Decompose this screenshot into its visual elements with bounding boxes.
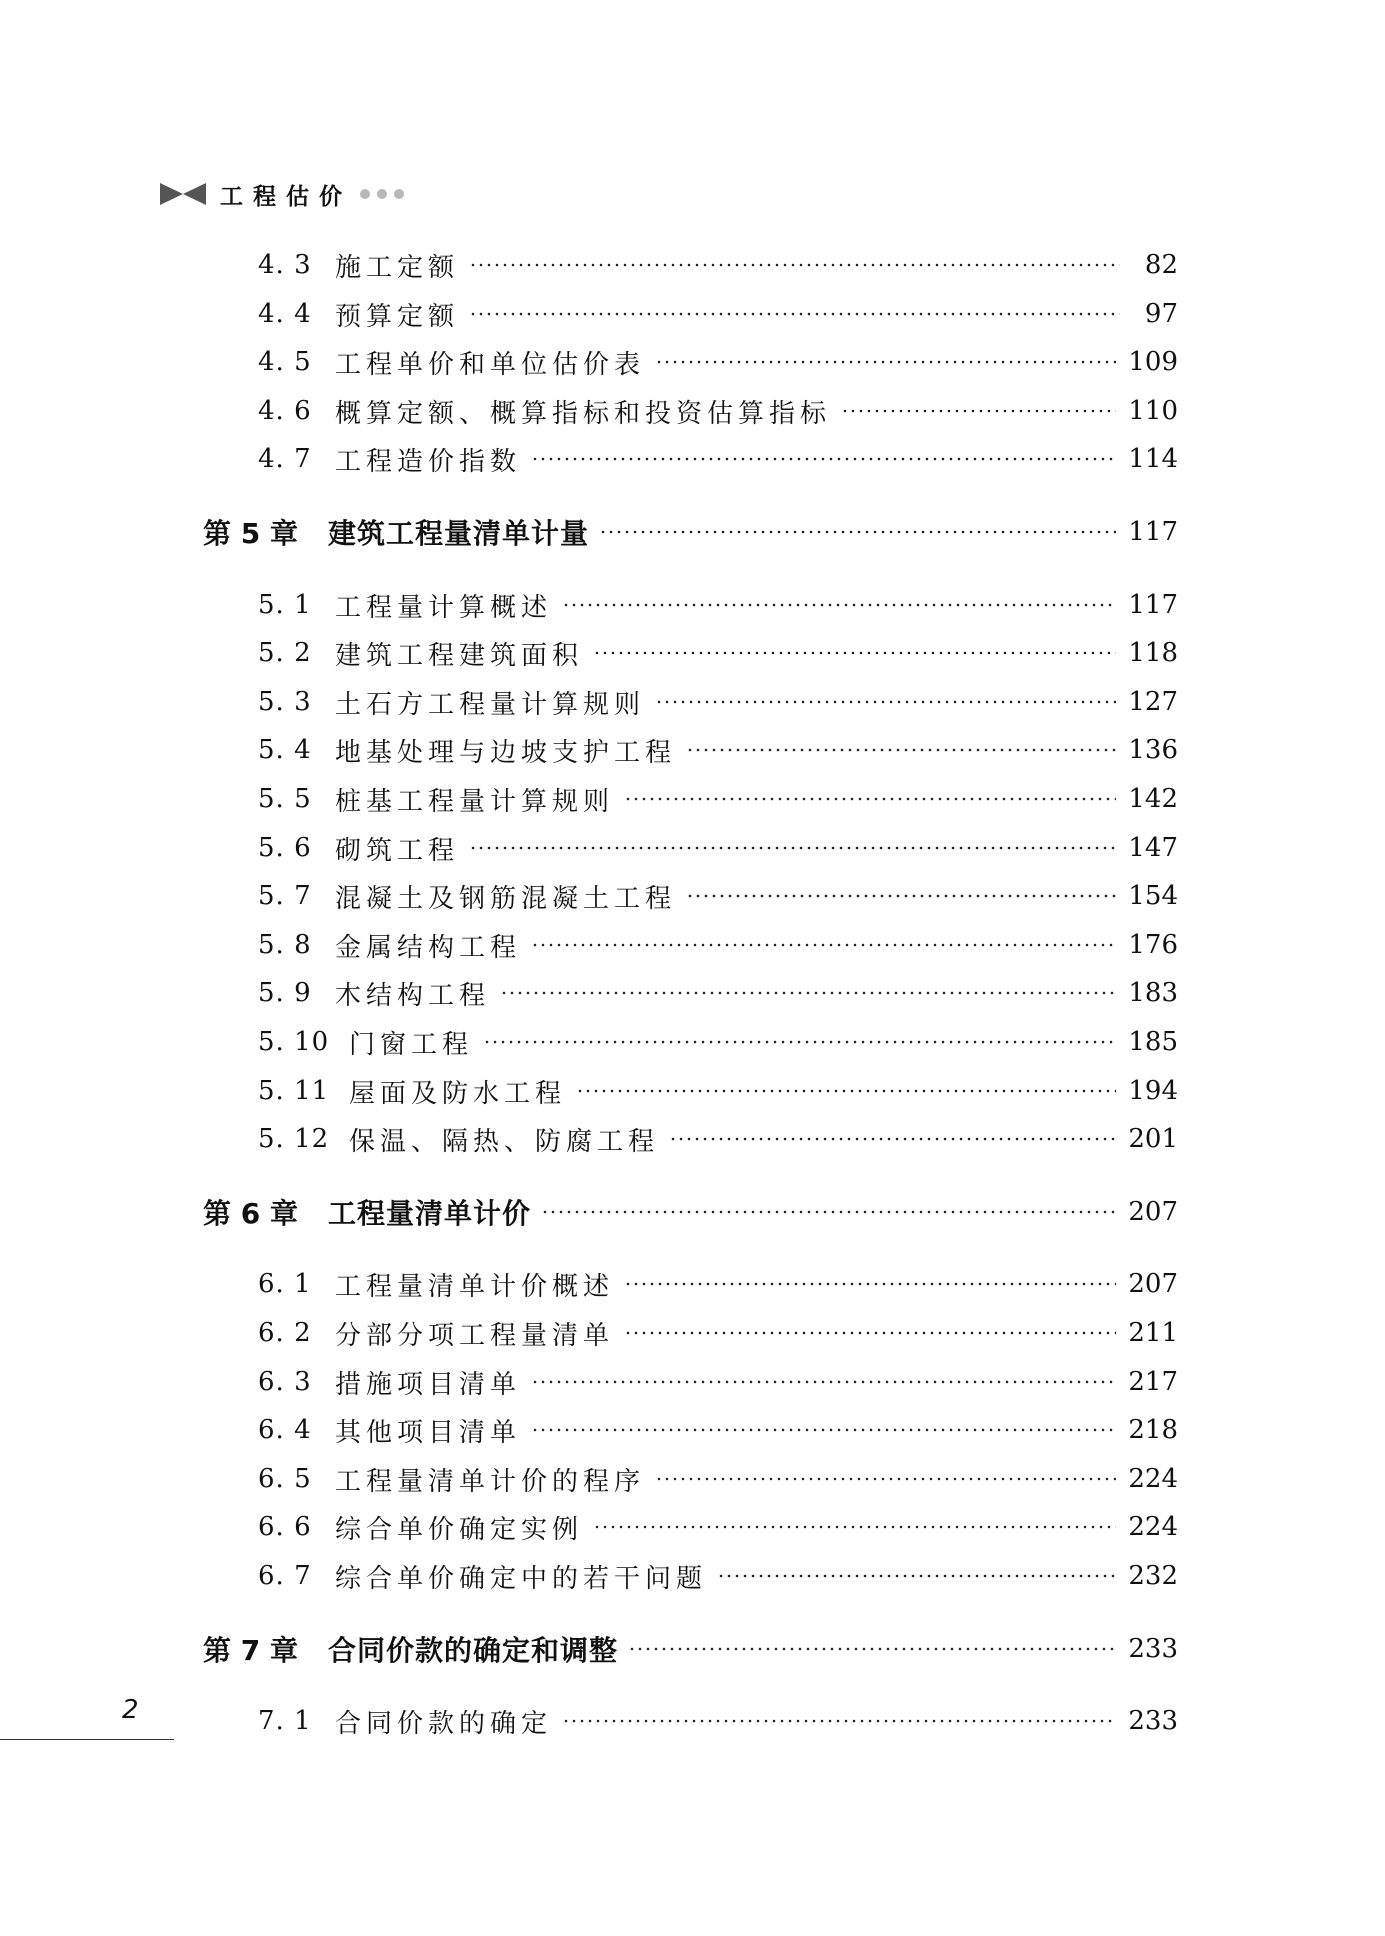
toc-section-row[interactable] <box>258 1119 1178 1159</box>
toc-entry-number: 6. 2 <box>258 1318 312 1348</box>
toc-entry-number: 4. 3 <box>258 250 312 280</box>
toc-entry-page: 82 <box>1144 250 1178 280</box>
toc-entry-number: 4. 4 <box>258 299 312 329</box>
toc-entry-page: 211 <box>1128 1318 1178 1348</box>
toc-entry-page: 207 <box>1128 1269 1178 1299</box>
toc-entry-title: 措施项目清单 <box>335 1369 522 1400</box>
toc-entry-title: 建筑工程量清单计量 <box>328 517 590 550</box>
toc-entry-title: 合同价款的确定 <box>335 1708 553 1739</box>
dot-leader <box>531 1379 1116 1385</box>
toc-entry-title: 工程量清单计价 <box>328 1197 532 1230</box>
toc-entry-number: 第 6 章 <box>203 1197 298 1230</box>
toc-entry-number: 6. 3 <box>258 1367 312 1397</box>
toc-entry-number: 5. 2 <box>258 638 312 668</box>
toc-entry-title: 综合单价确定中的若干问题 <box>335 1563 708 1594</box>
toc-entry-number: 5. 6 <box>258 833 312 863</box>
toc-section-row[interactable] <box>258 1264 1178 1304</box>
toc-entry-title: 地基处理与边坡支护工程 <box>335 737 677 768</box>
toc-entry-number: 5. 4 <box>258 735 312 765</box>
toc-entry-title: 预算定额 <box>335 301 460 332</box>
toc-entry-page: 114 <box>1128 444 1178 474</box>
toc-entry-number: 5. 3 <box>258 687 312 717</box>
dot-leader <box>624 1330 1116 1336</box>
toc-entry-number: 6. 1 <box>258 1269 312 1299</box>
toc-entry-title: 其他项目清单 <box>335 1417 522 1448</box>
toc-entry-title: 工程造价指数 <box>335 446 522 477</box>
dot-leader <box>531 942 1116 948</box>
dot-leader <box>500 990 1116 996</box>
page-number: 2 <box>122 1695 139 1725</box>
three-dots-icon <box>360 189 404 199</box>
toc-chapter-row[interactable] <box>203 512 1178 552</box>
toc-section-row[interactable] <box>258 245 1178 285</box>
toc-entry-title: 砌筑工程 <box>335 835 460 866</box>
toc-chapter-row[interactable] <box>203 1629 1178 1669</box>
toc-entry-number: 4. 6 <box>258 396 312 426</box>
dot-leader <box>686 747 1116 753</box>
dot-leader <box>717 1573 1116 1579</box>
toc-section-row[interactable] <box>258 633 1178 673</box>
toc-entry-title: 金属结构工程 <box>335 932 522 963</box>
toc-entry-title: 施工定额 <box>335 252 460 283</box>
toc-entry-number: 第 5 章 <box>203 517 298 550</box>
toc-entry-number: 6. 5 <box>258 1464 312 1494</box>
toc-entry-title: 桩基工程量计算规则 <box>335 786 615 817</box>
dot-leader <box>655 1476 1116 1482</box>
toc-entry-title: 保温、隔热、防腐工程 <box>349 1126 660 1157</box>
toc-entry-page: 109 <box>1128 347 1178 377</box>
toc-entry-page: 224 <box>1128 1464 1178 1494</box>
toc-entry-number: 5. 1 <box>258 590 312 620</box>
toc-entry-page: 97 <box>1144 299 1178 329</box>
dot-leader <box>469 262 1120 268</box>
toc-entry-number: 4. 5 <box>258 347 312 377</box>
toc-entry-title: 混凝土及钢筋混凝土工程 <box>335 883 677 914</box>
toc-entry-page: 136 <box>1128 735 1178 765</box>
toc-entry-number: 5. 10 <box>258 1027 330 1057</box>
dot-leader <box>469 845 1116 851</box>
dot-leader <box>531 456 1116 462</box>
dot-leader <box>655 699 1116 705</box>
dot-leader <box>593 1524 1116 1530</box>
dot-leader <box>593 650 1116 656</box>
toc-entry-title: 木结构工程 <box>335 980 491 1011</box>
dot-leader <box>562 1718 1116 1724</box>
toc-entry-number: 6. 7 <box>258 1561 312 1591</box>
toc-entry-number: 5. 7 <box>258 881 312 911</box>
toc-section-row[interactable] <box>258 294 1178 334</box>
toc-section-row[interactable] <box>258 828 1178 868</box>
toc-entry-page: 118 <box>1128 638 1178 668</box>
toc-section-row[interactable] <box>258 391 1178 431</box>
dot-leader <box>483 1039 1116 1045</box>
toc-entry-page: 183 <box>1128 978 1178 1008</box>
running-header <box>160 178 404 210</box>
toc-entry-number: 第 7 章 <box>203 1634 298 1667</box>
toc-section-row[interactable] <box>258 1071 1178 1111</box>
toc-section-row[interactable] <box>258 779 1178 819</box>
toc-entry-title: 概算定额、概算指标和投资估算指标 <box>335 398 832 429</box>
toc-entry-page: 154 <box>1128 881 1178 911</box>
toc-chapter-row[interactable] <box>203 1192 1178 1232</box>
toc-entry-number: 7. 1 <box>258 1706 312 1736</box>
toc-entry-page: 201 <box>1128 1124 1178 1154</box>
dot-leader <box>576 1088 1116 1094</box>
dot-leader <box>669 1136 1116 1142</box>
toc-section-row[interactable] <box>258 1410 1178 1450</box>
bowtie-mark-icon <box>160 183 206 205</box>
toc-entry-title: 工程量清单计价的程序 <box>335 1466 646 1497</box>
toc-section-row[interactable] <box>258 342 1178 382</box>
toc-entry-page: 217 <box>1128 1367 1178 1397</box>
toc-entry-page: 147 <box>1128 833 1178 863</box>
dot-leader <box>562 602 1116 608</box>
toc-entry-number: 5. 12 <box>258 1124 330 1154</box>
toc-entry-page: 142 <box>1128 784 1178 814</box>
toc-entry-number: 5. 8 <box>258 930 312 960</box>
footer-rule <box>0 1739 174 1740</box>
toc-entry-title: 工程单价和单位估价表 <box>335 349 646 380</box>
dot-leader <box>599 529 1116 535</box>
toc-section-row[interactable] <box>258 1459 1178 1499</box>
toc-entry-title: 工程量计算概述 <box>335 592 553 623</box>
toc-section-row[interactable] <box>258 973 1178 1013</box>
dot-leader <box>686 893 1116 899</box>
dot-leader <box>624 1281 1116 1287</box>
toc-entry-page: 233 <box>1128 1706 1178 1736</box>
toc-section-row[interactable] <box>258 682 1178 722</box>
toc-section-row[interactable] <box>258 925 1178 965</box>
toc-entry-page: 218 <box>1128 1415 1178 1445</box>
dot-leader <box>469 311 1120 317</box>
toc-entry-title: 综合单价确定实例 <box>335 1514 584 1545</box>
toc-section-row[interactable] <box>258 1507 1178 1547</box>
toc-section-row[interactable] <box>258 876 1178 916</box>
toc-entry-page: 127 <box>1128 687 1178 717</box>
toc-section-row[interactable] <box>258 1556 1178 1596</box>
toc-entry-title: 门窗工程 <box>349 1029 474 1060</box>
toc-entry-title: 屋面及防水工程 <box>349 1078 567 1109</box>
toc-entry-title: 分部分项工程量清单 <box>335 1320 615 1351</box>
toc-entry-number: 4. 7 <box>258 444 312 474</box>
toc-entry-page: 185 <box>1128 1027 1178 1057</box>
toc-entry-page: 224 <box>1128 1512 1178 1542</box>
book-title: 工程估价 <box>220 182 352 210</box>
toc-section-row[interactable] <box>258 1313 1178 1353</box>
toc-entry-page: 117 <box>1128 517 1178 547</box>
toc-section-row[interactable] <box>258 1362 1178 1402</box>
toc-entry-title: 建筑工程建筑面积 <box>335 640 584 671</box>
dot-leader <box>628 1646 1116 1652</box>
toc-entry-number: 5. 11 <box>258 1076 330 1106</box>
toc-entry-page: 233 <box>1128 1634 1178 1664</box>
toc-entry-number: 5. 5 <box>258 784 312 814</box>
toc-section-row[interactable] <box>258 730 1178 770</box>
toc-section-row[interactable] <box>258 439 1178 479</box>
toc-entry-page: 117 <box>1128 590 1178 620</box>
toc-entry-page: 207 <box>1128 1197 1178 1227</box>
toc-entry-title: 土石方工程量计算规则 <box>335 689 646 720</box>
toc-entry-page: 232 <box>1128 1561 1178 1591</box>
toc-entry-page: 176 <box>1128 930 1178 960</box>
dot-leader <box>541 1209 1116 1215</box>
toc-entry-title: 工程量清单计价概述 <box>335 1271 615 1302</box>
toc-entry-page: 110 <box>1128 396 1178 426</box>
toc-entry-number: 6. 4 <box>258 1415 312 1445</box>
dot-leader <box>655 359 1116 365</box>
toc-section-row[interactable] <box>258 1022 1178 1062</box>
toc-entry-number: 5. 9 <box>258 978 312 1008</box>
toc-section-row[interactable] <box>258 1701 1178 1741</box>
dot-leader <box>624 796 1116 802</box>
toc-entry-number: 6. 6 <box>258 1512 312 1542</box>
dot-leader <box>531 1427 1116 1433</box>
dot-leader <box>841 408 1116 414</box>
toc-entry-page: 194 <box>1128 1076 1178 1106</box>
toc-entry-title: 合同价款的确定和调整 <box>328 1634 619 1667</box>
toc-section-row[interactable] <box>258 585 1178 625</box>
